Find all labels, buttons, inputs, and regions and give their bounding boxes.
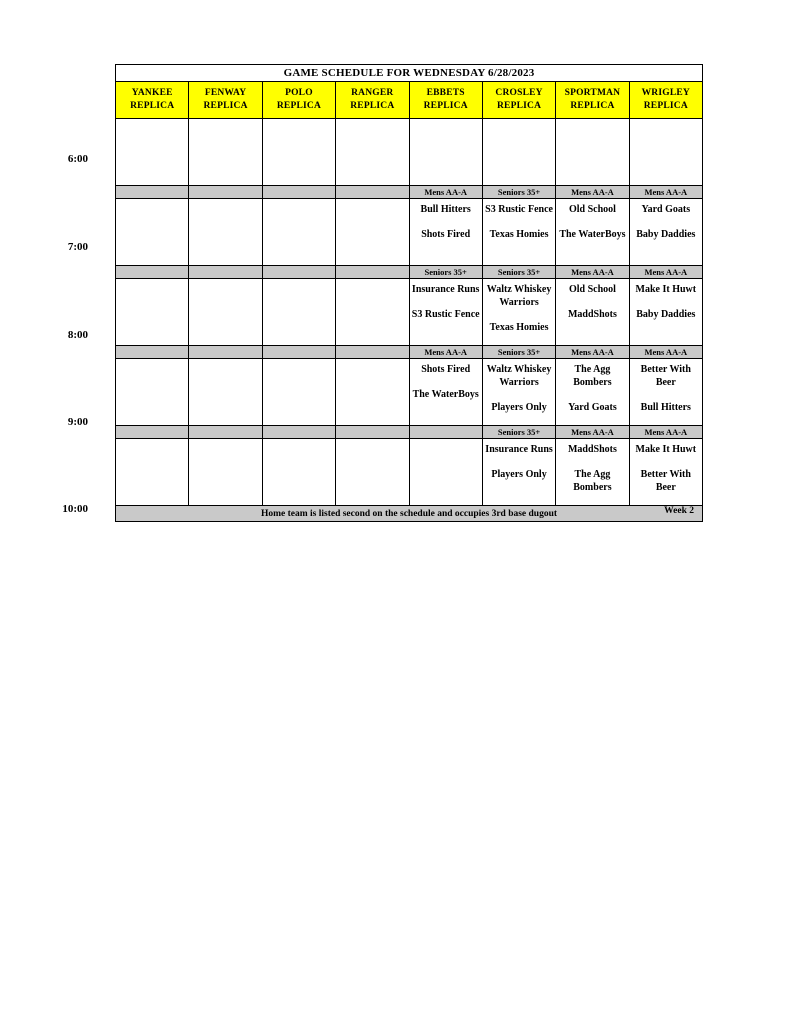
footer-note-cell xyxy=(116,506,703,522)
game-cell[interactable] xyxy=(116,199,189,266)
game-cell[interactable] xyxy=(629,279,702,346)
division-label xyxy=(189,346,262,359)
game-team-away: Insurance Runs xyxy=(485,444,553,455)
schedule-title-row xyxy=(116,65,703,82)
game-team-away: Shots Fired xyxy=(421,364,471,375)
field-header-ebbets xyxy=(409,82,482,119)
game-cell[interactable] xyxy=(482,199,555,266)
game-cell[interactable] xyxy=(116,119,189,186)
field-header-polo xyxy=(262,82,335,119)
field-header-ranger xyxy=(336,82,409,119)
slot-row-6 xyxy=(116,119,703,186)
division-label: Mens AA-A xyxy=(629,426,702,439)
division-label xyxy=(336,346,409,359)
game-cell[interactable] xyxy=(482,119,555,186)
schedule-table xyxy=(115,64,703,522)
division-label: Mens AA-A xyxy=(409,346,482,359)
game-cell[interactable] xyxy=(116,439,189,506)
game-cell[interactable] xyxy=(409,199,482,266)
game-team-home: Players Only xyxy=(491,402,547,413)
field-name-line2: REPLICA xyxy=(643,101,688,111)
game-team-home: The Agg Bombers xyxy=(573,469,612,493)
game-team-home: Texas Homies xyxy=(489,322,549,333)
game-cell[interactable] xyxy=(482,359,555,426)
field-header-fenway xyxy=(189,82,262,119)
game-team-away: S3 Rustic Fence xyxy=(485,204,553,215)
division-band-7 xyxy=(116,186,703,199)
field-name-line2: REPLICA xyxy=(496,101,542,111)
footer-note: Home team is listed second on the schedule and occupies 3rd base dugout xyxy=(260,508,558,519)
field-header-row xyxy=(116,82,703,119)
division-label xyxy=(189,426,262,439)
game-team-home: Players Only xyxy=(491,469,547,480)
game-cell[interactable] xyxy=(482,279,555,346)
game-team-away: Better With Beer xyxy=(640,364,691,388)
game-cell[interactable] xyxy=(262,359,335,426)
division-label: Seniors 35+ xyxy=(482,186,555,199)
game-cell[interactable] xyxy=(262,199,335,266)
time-label-7: 7:00 xyxy=(67,241,88,253)
game-team-home: The WaterBoys xyxy=(559,229,626,240)
game-team-home: Baby Daddies xyxy=(636,309,696,320)
slot-row-8 xyxy=(116,279,703,346)
game-cell[interactable] xyxy=(262,439,335,506)
game-team-away: Old School xyxy=(568,204,616,215)
division-label: Seniors 35+ xyxy=(482,346,555,359)
division-label: Seniors 35+ xyxy=(482,266,555,279)
game-team-away: The Agg Bombers xyxy=(573,364,612,388)
division-label xyxy=(116,186,189,199)
slot-row-10 xyxy=(116,439,703,506)
game-team-home: Bull Hitters xyxy=(640,402,691,413)
division-label: Mens AA-A xyxy=(629,346,702,359)
field-name-line1: EBBETS xyxy=(426,88,465,98)
field-name-line1: SPORTMAN xyxy=(564,88,621,98)
division-label: Seniors 35+ xyxy=(482,426,555,439)
week-label: Week 2 xyxy=(664,506,694,516)
game-cell[interactable] xyxy=(336,279,409,346)
division-label: Mens AA-A xyxy=(556,346,629,359)
field-name-line2: REPLICA xyxy=(130,101,175,111)
game-team-home: Baby Daddies xyxy=(636,229,696,240)
game-cell[interactable] xyxy=(336,439,409,506)
division-band-8 xyxy=(116,266,703,279)
game-team-home: The WaterBoys xyxy=(412,389,479,400)
field-header-crosley xyxy=(482,82,555,119)
game-cell[interactable] xyxy=(336,119,409,186)
game-team-home: S3 Rustic Fence xyxy=(411,309,480,320)
division-label: Mens AA-A xyxy=(556,266,629,279)
division-label xyxy=(262,346,335,359)
division-label xyxy=(189,266,262,279)
field-name-line2: REPLICA xyxy=(350,101,395,111)
schedule-container xyxy=(115,64,703,522)
division-label xyxy=(336,426,409,439)
game-team-home: Better With Beer xyxy=(640,469,691,493)
division-band-10 xyxy=(116,426,703,439)
division-label xyxy=(336,186,409,199)
game-cell[interactable] xyxy=(262,119,335,186)
game-cell[interactable] xyxy=(629,199,702,266)
division-label: Mens AA-A xyxy=(556,186,629,199)
division-label: Mens AA-A xyxy=(629,186,702,199)
game-cell[interactable] xyxy=(482,439,555,506)
game-team-away: Yard Goats xyxy=(641,204,691,215)
field-name-line2: REPLICA xyxy=(203,101,248,111)
game-team-away: Make It Huwt xyxy=(635,444,697,455)
field-name-line2: REPLICA xyxy=(276,101,322,111)
game-cell[interactable] xyxy=(409,279,482,346)
game-team-away: Make It Huwt xyxy=(635,284,697,295)
game-cell[interactable] xyxy=(189,359,262,426)
game-cell[interactable] xyxy=(189,119,262,186)
page-title: GAME SCHEDULE FOR WEDNESDAY 6/28/2023 xyxy=(116,65,703,82)
game-cell[interactable] xyxy=(262,279,335,346)
division-label xyxy=(189,186,262,199)
field-name-line2: REPLICA xyxy=(423,101,468,111)
field-header-yankee xyxy=(116,82,189,119)
game-team-away: Waltz Whiskey Warriors xyxy=(486,284,552,308)
field-name-line1: CROSLEY xyxy=(495,88,543,98)
game-cell[interactable] xyxy=(409,439,482,506)
field-name-line1: RANGER xyxy=(351,88,394,98)
game-team-away: Old School xyxy=(568,284,616,295)
field-name-line1: YANKEE xyxy=(131,88,173,98)
game-cell[interactable] xyxy=(556,279,629,346)
division-label: Seniors 35+ xyxy=(409,266,482,279)
game-cell[interactable] xyxy=(409,359,482,426)
game-cell[interactable] xyxy=(189,439,262,506)
game-cell[interactable] xyxy=(116,279,189,346)
division-label xyxy=(262,426,335,439)
game-cell[interactable] xyxy=(189,199,262,266)
slot-row-9 xyxy=(116,359,703,426)
game-cell[interactable] xyxy=(556,119,629,186)
field-name-line1: POLO xyxy=(285,88,313,98)
field-name-line1: WRIGLEY xyxy=(641,88,690,98)
game-team-home: Shots Fired xyxy=(421,229,471,240)
schedule-footer-row xyxy=(116,506,703,522)
time-label-10: 10:00 xyxy=(62,503,88,515)
game-cell[interactable] xyxy=(116,359,189,426)
field-name-line2: REPLICA xyxy=(570,101,615,111)
game-cell[interactable] xyxy=(629,439,702,506)
division-label xyxy=(262,186,335,199)
game-cell[interactable] xyxy=(189,279,262,346)
field-header-sportman xyxy=(556,82,629,119)
division-label xyxy=(336,266,409,279)
game-team-away: Bull Hitters xyxy=(420,204,471,215)
game-cell[interactable] xyxy=(556,359,629,426)
division-label xyxy=(116,426,189,439)
time-label-8: 8:00 xyxy=(67,329,88,341)
game-cell[interactable] xyxy=(409,119,482,186)
division-label xyxy=(116,266,189,279)
division-label: Mens AA-A xyxy=(409,186,482,199)
field-name-line1: FENWAY xyxy=(204,88,247,98)
division-label xyxy=(116,346,189,359)
game-team-away: Waltz Whiskey Warriors xyxy=(486,364,552,388)
game-cell[interactable] xyxy=(629,119,702,186)
division-band-9 xyxy=(116,346,703,359)
game-cell[interactable] xyxy=(629,359,702,426)
game-cell[interactable] xyxy=(556,439,629,506)
game-cell[interactable] xyxy=(336,359,409,426)
division-label xyxy=(409,426,482,439)
division-label: Mens AA-A xyxy=(556,426,629,439)
game-team-home: Yard Goats xyxy=(568,402,617,413)
slot-row-7 xyxy=(116,199,703,266)
game-team-home: MaddShots xyxy=(567,309,617,320)
field-header-wrigley xyxy=(629,82,702,119)
division-label xyxy=(262,266,335,279)
time-label-9: 9:00 xyxy=(67,416,88,428)
division-label: Mens AA-A xyxy=(629,266,702,279)
game-team-away: MaddShots xyxy=(567,444,617,455)
game-team-away: Insurance Runs xyxy=(411,284,480,295)
game-cell[interactable] xyxy=(336,199,409,266)
game-cell[interactable] xyxy=(556,199,629,266)
time-label-6: 6:00 xyxy=(67,153,88,165)
game-team-home: Texas Homies xyxy=(489,229,549,240)
